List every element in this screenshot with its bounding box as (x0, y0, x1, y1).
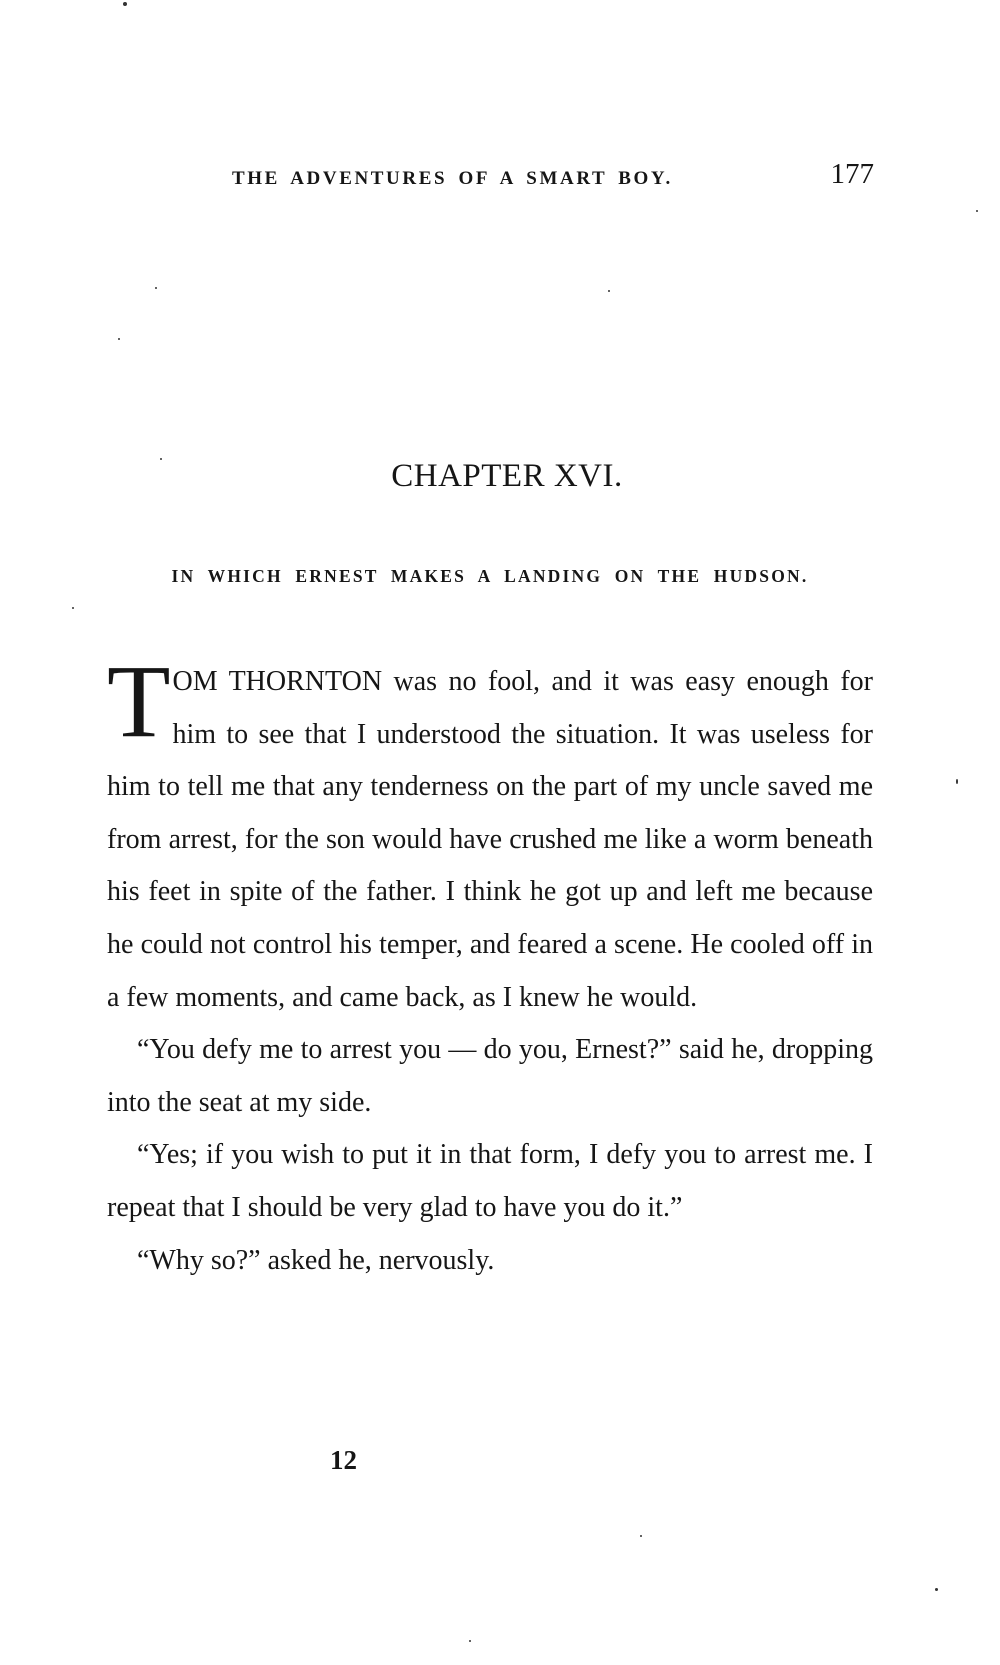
scan-speck (956, 779, 958, 784)
chapter-subtitle: IN WHICH ERNEST MAKES A LANDING ON THE HUDSON. (171, 566, 809, 586)
paragraph-1-text: OM THORNTON was no fool, and it was easy enough for him to see that I understood the situation. It was useless for him to tell me that any tenderness on the part of my uncle saved me from arrest, for the son would have crushed me like a worm beneath his feet in spite of the father. I think he got up and left me because he could not control his temper, and feared a scene. He cooled off in a few moments, and came back, as I knew he would. (107, 666, 873, 1013)
running-head-title: THE ADVENTURES OF A SMART BOY. (232, 168, 673, 189)
paragraph-4: “Why so?” asked he, nervously. (137, 1244, 495, 1276)
scan-speck (72, 607, 74, 609)
drop-cap: T (107, 644, 171, 759)
paragraph-2: “You defy me to arrest you — do you, Ernest?” said he, dropping into the seat at my side. (107, 1034, 873, 1118)
scan-speck (155, 287, 157, 289)
scan-speck (118, 338, 120, 340)
scan-speck (976, 210, 978, 212)
running-head (232, 158, 874, 198)
scan-speck (935, 1588, 938, 1591)
signature-mark: 12 (330, 1445, 357, 1475)
scan-speck (608, 290, 610, 292)
scan-speck (469, 1640, 471, 1642)
paragraph-1 (107, 644, 873, 1024)
scan-speck (160, 458, 162, 460)
scan-speck (123, 2, 127, 6)
page-number: 177 (830, 158, 874, 190)
scan-speck (640, 1535, 642, 1537)
paragraph-3: “Yes; if you wish to put it in that form, I defy you to arrest me. I repeat that I should be very glad to have you do it.” (107, 1139, 873, 1223)
chapter-title: CHAPTER XVI. (391, 458, 623, 494)
body-text (107, 644, 873, 1287)
